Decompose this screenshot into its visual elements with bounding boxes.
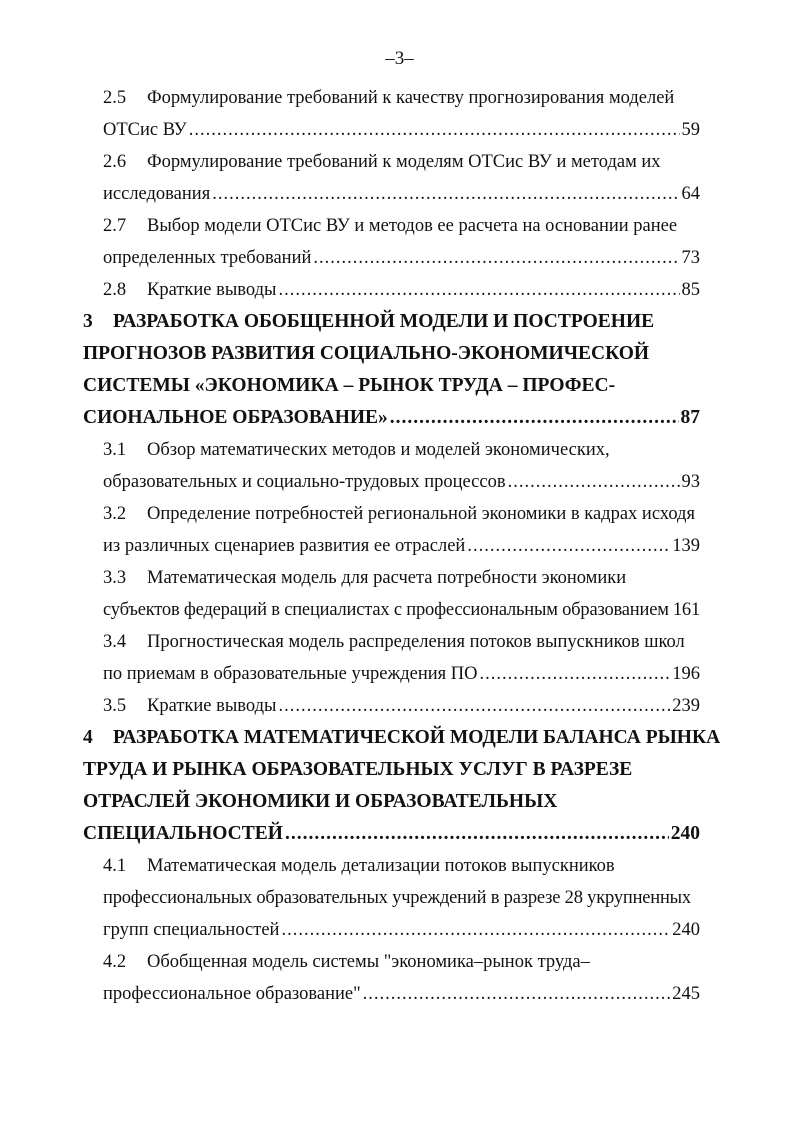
section-title-continued: по приемам в образовательные учреждения ПО <box>103 664 478 684</box>
section-number: 3.2 <box>103 504 127 524</box>
section-title-continued: исследования <box>103 184 211 204</box>
dot-leader <box>278 274 679 306</box>
section-title: Формулирование требований к качеству прогнозирования моделей <box>147 88 675 108</box>
section-number: 4.2 <box>103 952 127 972</box>
chapter-number: 3 <box>83 311 93 332</box>
page-ref: 240 <box>672 920 700 940</box>
chapter-title-continued: СИСТЕМЫ «ЭКОНОМИКА – РЫНОК ТРУДА – ПРОФЕС- <box>83 375 616 396</box>
dot-leader <box>363 978 671 1010</box>
section-number: 3.3 <box>103 568 127 588</box>
section-title: Математическая модель детализации потоков выпускников <box>147 856 615 876</box>
section-title-continued: субъектов федераций в специалистах с профессиональным образованием <box>103 600 669 620</box>
page-ref: 73 <box>681 248 700 268</box>
chapter-title: РАЗРАБОТКА ОБОБЩЕННОЙ МОДЕЛИ И ПОСТРОЕНИЕ <box>113 311 655 332</box>
section-title: Краткие выводы <box>147 280 277 300</box>
page-ref: 64 <box>681 184 700 204</box>
section-number: 2.7 <box>103 216 127 236</box>
dot-leader <box>285 818 669 850</box>
page-ref: 161 <box>672 600 700 620</box>
chapter-title-continued: ОТРАСЛЕЙ ЭКОНОМИКИ И ОБРАЗОВАТЕЛЬНЫХ <box>83 791 558 812</box>
section-title: Обзор математических методов и моделей экономических, <box>147 440 610 460</box>
dot-leader <box>278 690 670 722</box>
section-title-continued: из различных сценариев развития ее отраслей <box>103 536 466 556</box>
page-number: –3– <box>385 48 414 69</box>
dot-leader <box>281 914 670 946</box>
chapter-title-continued: ТРУДА И РЫНКА ОБРАЗОВАТЕЛЬНЫХ УСЛУГ В РАЗРЕЗЕ <box>83 759 633 780</box>
chapter-title: РАЗРАБОТКА МАТЕМАТИЧЕСКОЙ МОДЕЛИ БАЛАНСА РЫНКА <box>113 727 721 748</box>
section-number: 2.5 <box>103 88 127 108</box>
section-number: 3.4 <box>103 632 127 652</box>
section-number: 4.1 <box>103 856 127 876</box>
page-ref: 87 <box>680 407 700 428</box>
section-title-continued: ОТСис ВУ <box>103 120 187 140</box>
section-title-continued: профессиональных образовательных учреждений в разрезе 28 укрупненных <box>103 888 691 908</box>
section-title: Выбор модели ОТСис ВУ и методов ее расчета на основании ранее <box>147 216 678 236</box>
page-ref: 245 <box>672 984 700 1004</box>
section-title-continued: профессиональное образование" <box>103 984 361 1004</box>
section-title: Математическая модель для расчета потребности экономики <box>147 568 627 588</box>
chapter-title-continued: СПЕЦИАЛЬНОСТЕЙ <box>83 823 283 844</box>
section-title-continued: определенных требований <box>103 248 312 268</box>
section-title-continued: групп специальностей <box>103 920 280 940</box>
section-title: Формулирование требований к моделям ОТСис ВУ и методам их <box>147 152 661 172</box>
section-title: Обобщенная модель системы "экономика–рынок труда– <box>147 952 590 972</box>
chapter-title-continued: ПРОГНОЗОВ РАЗВИТИЯ СОЦИАЛЬНО-ЭКОНОМИЧЕСКОЙ <box>83 343 650 364</box>
page-ref: 239 <box>672 696 700 716</box>
page-ref: 139 <box>672 536 700 556</box>
dot-leader <box>390 402 679 434</box>
page-ref: 93 <box>681 472 700 492</box>
section-number: 2.6 <box>103 152 127 172</box>
section-title-continued: образовательных и социально-трудовых процессов <box>103 472 506 492</box>
dot-leader <box>467 530 670 562</box>
dot-leader <box>480 658 671 690</box>
section-number: 2.8 <box>103 280 127 300</box>
dot-leader <box>189 114 680 146</box>
page-ref: 85 <box>681 280 700 300</box>
page-ref: 196 <box>672 664 700 684</box>
section-number: 3.1 <box>103 440 127 460</box>
page-ref: 240 <box>670 823 700 844</box>
chapter-title-continued: СИОНАЛЬНОЕ ОБРАЗОВАНИЕ» <box>83 407 388 428</box>
section-number: 3.5 <box>103 696 127 716</box>
section-title: Определение потребностей региональной экономики в кадрах исходя <box>147 504 695 524</box>
dot-leader <box>313 242 679 274</box>
dot-leader <box>212 178 679 210</box>
section-title: Краткие выводы <box>147 696 277 716</box>
section-title: Прогностическая модель распределения потоков выпускников школ <box>147 632 685 652</box>
dot-leader <box>508 466 680 498</box>
chapter-number: 4 <box>83 727 93 748</box>
page-ref: 59 <box>681 120 700 140</box>
